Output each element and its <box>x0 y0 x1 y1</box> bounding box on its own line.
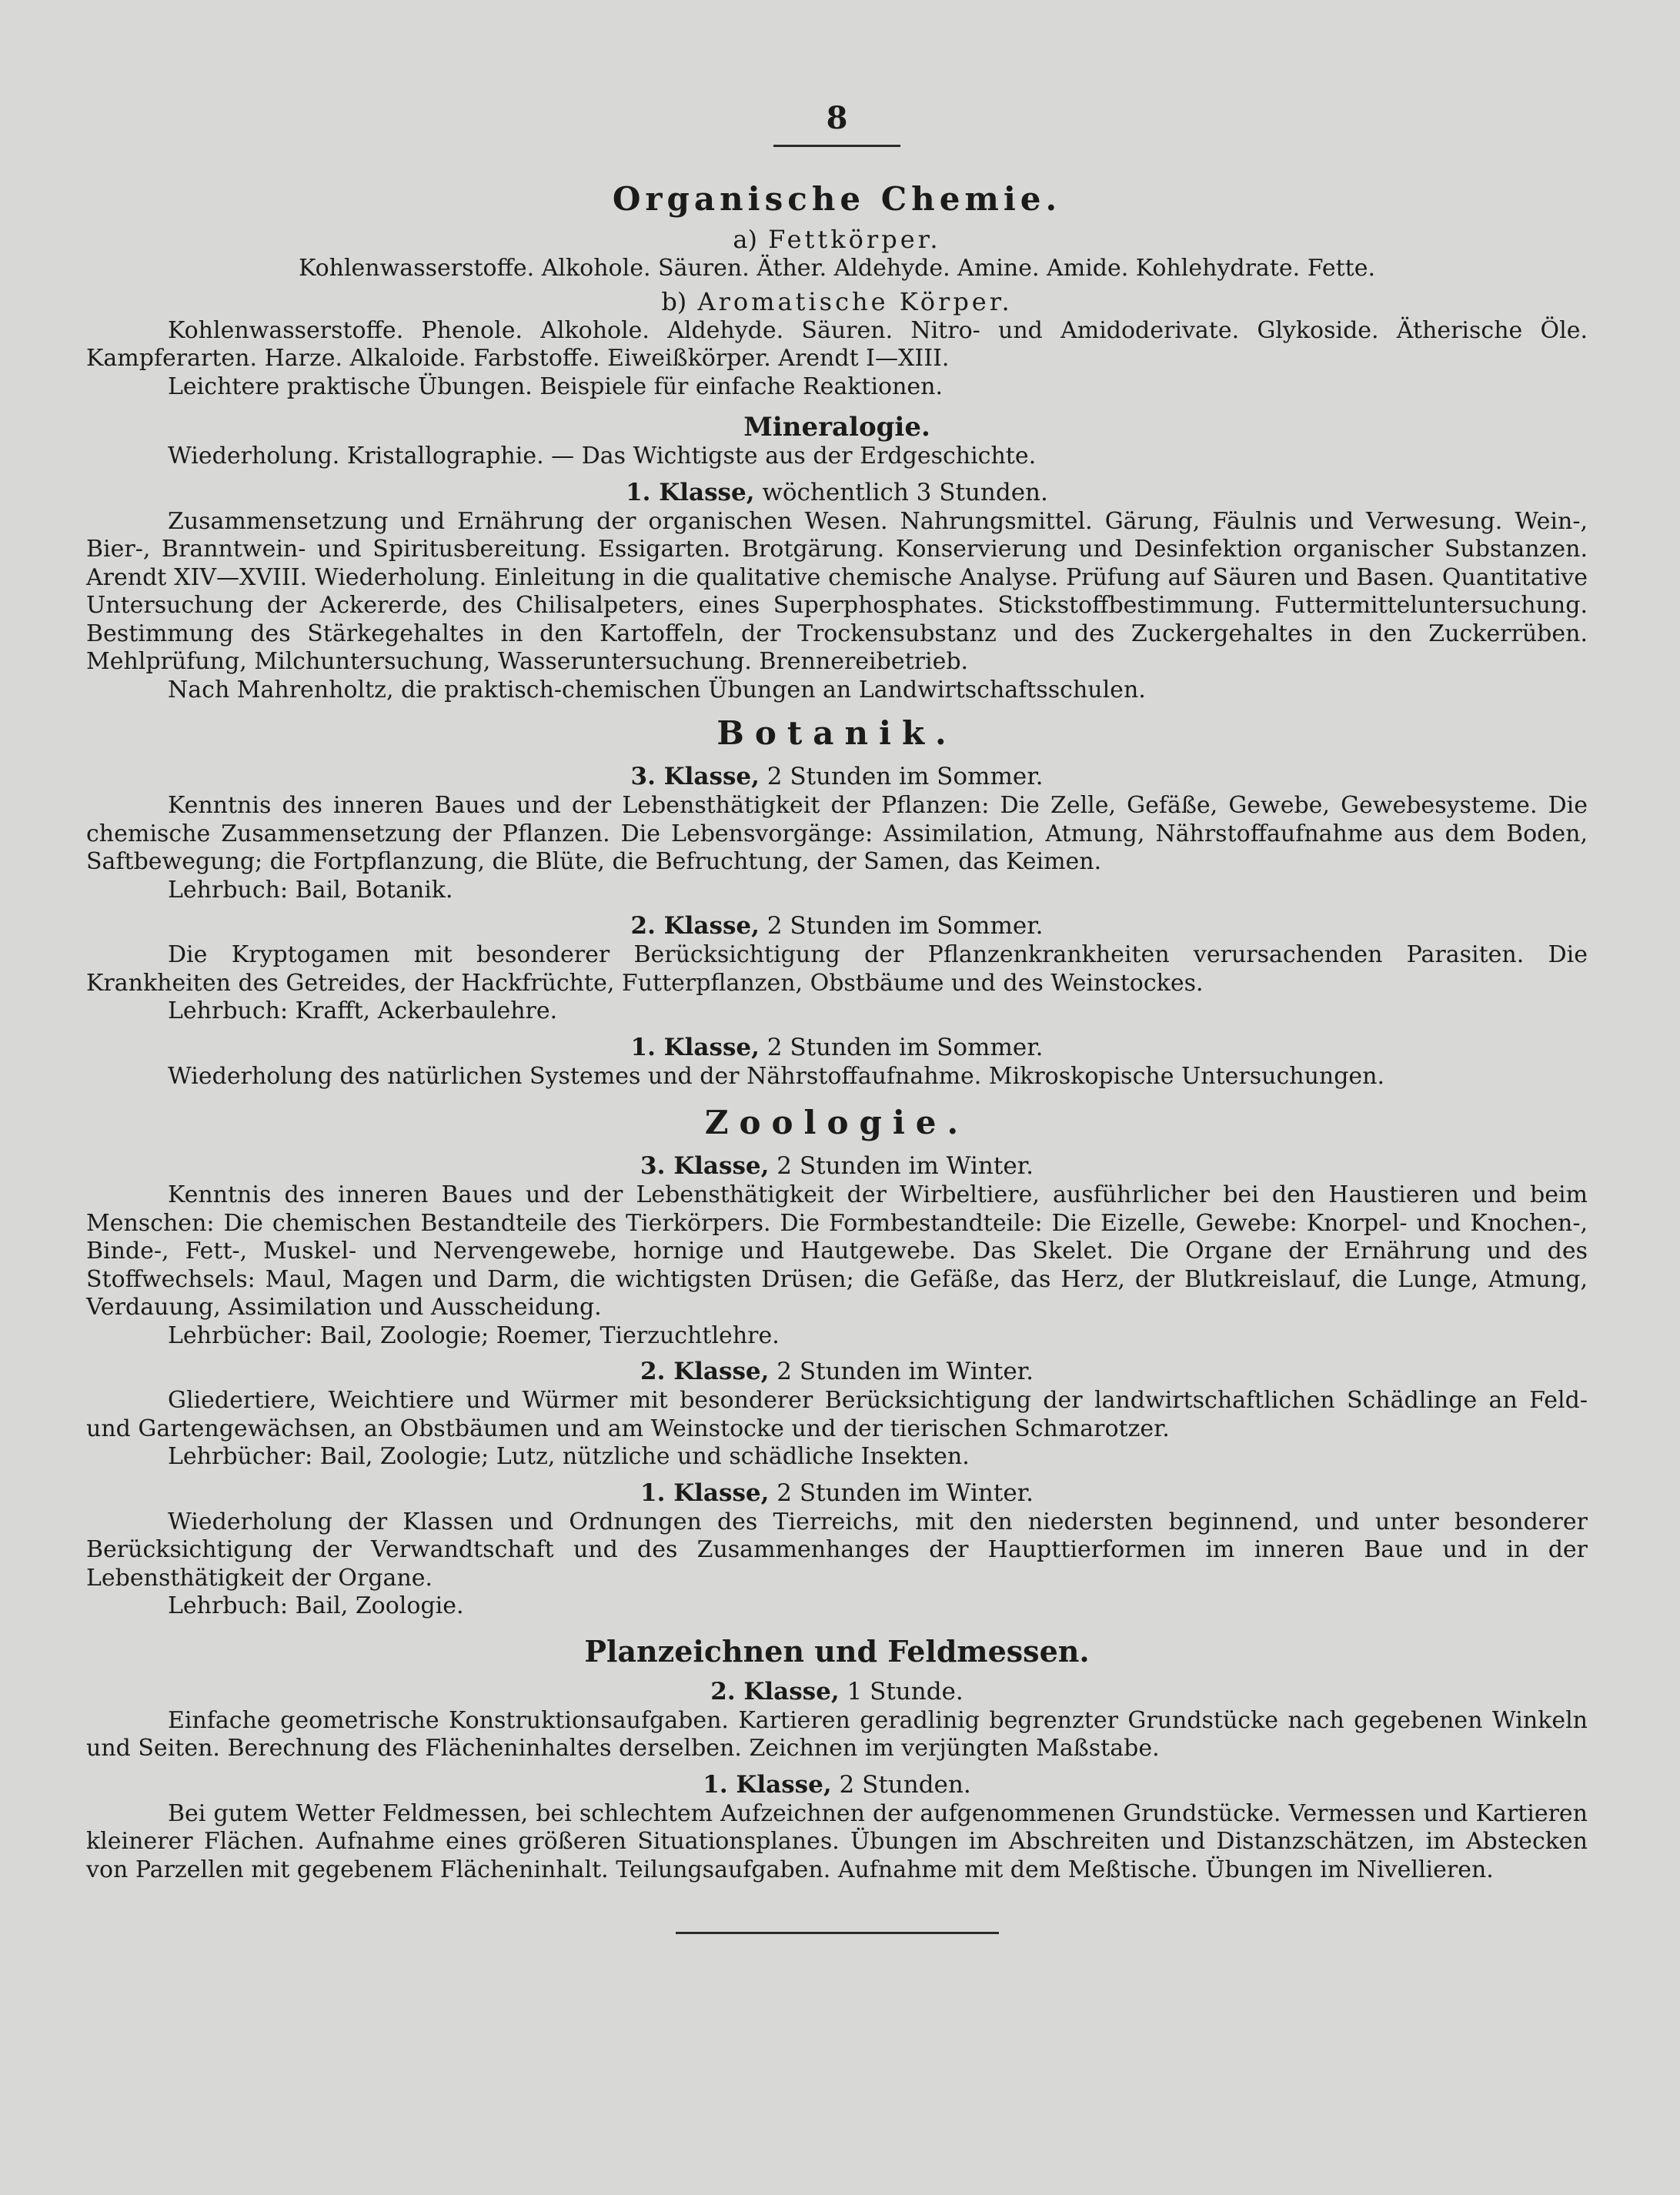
class-heading <box>86 1769 1588 1800</box>
class-hours: 2 Stunden im Winter. <box>777 1478 1034 1507</box>
subsection-label: a) <box>733 225 757 254</box>
paragraph-mineralogy-note: Nach Mahrenholtz, die praktisch-chemischen Übungen an Landwirtschaftsschulen. <box>168 676 1146 703</box>
footer-rule <box>676 1932 999 1934</box>
class-label: 3. Klasse, <box>640 1152 770 1180</box>
paragraph-botany-class-1: Wiederholung des natürlichen Systemes und der Nährstoffaufnahme. Mikroskopische Untersuchungen. <box>168 1062 1385 1090</box>
class-hours: 2 Stunden im Sommer. <box>767 912 1044 940</box>
page-number: 8 <box>826 100 848 136</box>
class-label: 2. Klasse, <box>630 912 760 940</box>
paragraph-aromatic: Kohlenwasserstoffe. Phenole. Alkohole. Aldehyde. Säuren. Nitro- und Amidoderivate. Glykoside. Ätherische Öle. Kampferarten. Harze. Alkaloide. Farbstoffe. Eiweißkörper. Arendt I—XIII. <box>86 316 1588 372</box>
header-rule <box>773 145 900 147</box>
class-heading <box>86 1478 1588 1508</box>
subsection-title: Aromatische Körper. <box>697 286 1013 316</box>
subsection-title: Fettkörper. <box>768 225 941 254</box>
class-hours: 2 Stunden im Sommer. <box>767 1033 1044 1061</box>
class-heading <box>86 1356 1588 1387</box>
textbook-reference: Lehrbücher: Bail, Zoologie; Lutz, nützliche und schädliche Insekten. <box>168 1443 970 1470</box>
subsection-heading-fat-bodies <box>86 224 1588 255</box>
class-label: 2. Klasse, <box>710 1677 840 1706</box>
section-title-drawing-surveying: Planzeichnen und Feldmessen. <box>584 1633 1090 1669</box>
textbook-reference: Lehrbuch: Bail, Botanik. <box>168 876 453 904</box>
paragraph-mineralogy-class-1: Zusammensetzung und Ernährung der organischen Wesen. Nahrungsmittel. Gärung, Fäulnis und Verwesung. Wein-, Bier-, Branntwein- und Spiritusbereitung. Essigarten. Brotgärung. Konservierung und Desinfektion organischer Substanzen. Arendt XIV—XVIII. Wiederholung. Einleitung in die qualitative chemische Analyse. Prüfung auf Säuren und Basen. Quantitative Untersuchung der Ackererde, des Chilisalpeters, eines Superphosphates. Stickstoffbestimmung. Futtermitteluntersuchung. Bestimmung des Stärkegehaltes in den Kartoffeln, der Trockensubstanz und des Zuckergehaltes in den Zuckerrüben. Mehlprüfung, Milchuntersuchung, Wasseruntersuchung. Brennereibetrieb. <box>86 507 1588 675</box>
section-title-zoology: Zoologie. <box>704 1104 970 1141</box>
section-drawing-surveying <box>86 1633 1588 1885</box>
section-zoology <box>86 1101 1588 1621</box>
paragraph-zoology-class-2: Gliedertiere, Weichtiere und Würmer mit besonderer Berücksichtigung der landwirtschaftlichen Schädlinge an Feld- und Gartengewächsen, an Obstbäumen und am Weinstocke und der tierischen Schmarotzer. <box>86 1387 1588 1442</box>
section-organic-chemistry <box>86 178 1588 401</box>
class-hours: 2 Stunden im Winter. <box>777 1152 1034 1180</box>
class-heading <box>86 761 1588 792</box>
section-title-botany: Botanik. <box>716 714 957 752</box>
paragraph-exercises: Leichtere praktische Übungen. Beispiele für einfache Reaktionen. <box>168 373 944 400</box>
textbook-reference: Lehrbuch: Bail, Zoologie. <box>168 1592 464 1619</box>
class-label: 1. Klasse, <box>630 1033 760 1061</box>
paragraph-drawing-class-2: Einfache geometrische Konstruktionsaufgaben. Kartieren geradlinig begrenzter Grundstücke nach gegebenen Winkeln und Seiten. Berechnung des Flächeninhaltes derselben. Zeichnen im verjüngten Maßstabe. <box>86 1706 1588 1762</box>
paragraph-fat-bodies: Kohlenwasserstoffe. Alkohole. Säuren. Äther. Aldehyde. Amine. Amide. Kohlehydrate. Fette. <box>298 255 1376 282</box>
class-label: 1. Klasse, <box>640 1478 770 1507</box>
section-botany <box>86 712 1588 1091</box>
section-title-mineralogy: Mineralogie. <box>743 412 930 443</box>
class-hours: 2 Stunden im Sommer. <box>767 763 1044 790</box>
paragraph-mineralogy: Wiederholung. Kristallographie. — Das Wichtigste aus der Erdgeschichte. <box>168 443 1037 469</box>
class-label: 3. Klasse, <box>630 763 760 790</box>
paragraph-botany-class-2: Die Kryptogamen mit besonderer Berücksichtigung der Pflanzenkrankheiten verursachenden Parasiten. Die Krankheiten des Getreides, der Hackfrüchte, Futterpflanzen, Obstbäume und des Weinstockes. <box>86 941 1588 997</box>
section-title-organic-chemistry: Organische Chemie. <box>612 180 1062 218</box>
class-heading <box>86 1032 1588 1063</box>
class-label: 1. Klasse, <box>703 1770 832 1799</box>
subsection-heading-aromatic <box>86 286 1588 317</box>
class-heading <box>86 910 1588 941</box>
paragraph-zoology-class-1: Wiederholung der Klassen und Ordnungen des Tierreichs, mit den niedersten beginnend, und unter besonderer Berücksichtigung der Verwandtschaft und des Zusammenhanges der Haupttierformen im inneren Baue und in der Lebensthätigkeit der Organe. <box>86 1508 1588 1592</box>
class-heading <box>86 1676 1588 1707</box>
paragraph-botany-class-3: Kenntnis des inneren Baues und der Lebensthätigkeit der Pflanzen: Die Zelle, Gefäße, Gewebe, Gewebesysteme. Die chemische Zusammensetzung der Pflanzen. Die Lebensvorgänge: Assimilation, Atmung, Nährstoffaufnahme aus dem Boden, Saftbewegung; die Fortpflanzung, die Blüte, die Befruchtung, der Samen, das Keimen. <box>86 792 1588 875</box>
class-heading <box>86 1151 1588 1181</box>
paragraph-drawing-class-1: Bei gutem Wetter Feldmessen, bei schlechtem Aufzeichnen der aufgenommenen Grundstücke. Vermessen und Kartieren kleinerer Flächen. Aufnahme eines größeren Situationsplanes. Übungen im Abschreiten und Distanzschätzen, im Abstecken von Parzellen mit gegebenem Flächeninhalt. Teilungsaufgaben. Aufnahme mit dem Meßtische. Übungen im Nivellieren. <box>86 1799 1588 1883</box>
paragraph-zoology-class-3: Kenntnis des inneren Baues und der Lebensthätigkeit der Wirbeltiere, ausführlicher bei den Haustieren und beim Menschen: Die chemischen Bestandteile des Tierkörpers. Die Formbestandteile: Die Eizelle, Gewebe: Knorpel- und Knochen-, Binde-, Fett-, Muskel- und Nervengewebe, hornige und Hautgewebe. Das Skelet. Die Organe der Ernährung und des Stoffwechsels: Maul, Magen und Darm, die wichtigsten Drüsen; die Gefäße, das Herz, der Blutkreislauf, die Lunge, Atmung, Verdauung, Assimilation und Ausscheidung. <box>86 1181 1588 1321</box>
class-hours: 2 Stunden. <box>839 1770 971 1799</box>
textbook-reference: Lehrbuch: Krafft, Ackerbaulehre. <box>168 997 558 1024</box>
class-hours: wöchentlich 3 Stunden. <box>762 478 1048 506</box>
class-hours: 1 Stunde. <box>847 1677 964 1706</box>
class-label: 1. Klasse, <box>626 478 755 506</box>
subsection-label: b) <box>661 286 687 316</box>
class-heading <box>86 477 1588 508</box>
section-mineralogy <box>86 412 1588 704</box>
textbook-reference: Lehrbücher: Bail, Zoologie; Roemer, Tierzuchtlehre. <box>168 1321 780 1349</box>
class-hours: 2 Stunden im Winter. <box>777 1358 1034 1385</box>
class-label: 2. Klasse, <box>640 1358 770 1385</box>
